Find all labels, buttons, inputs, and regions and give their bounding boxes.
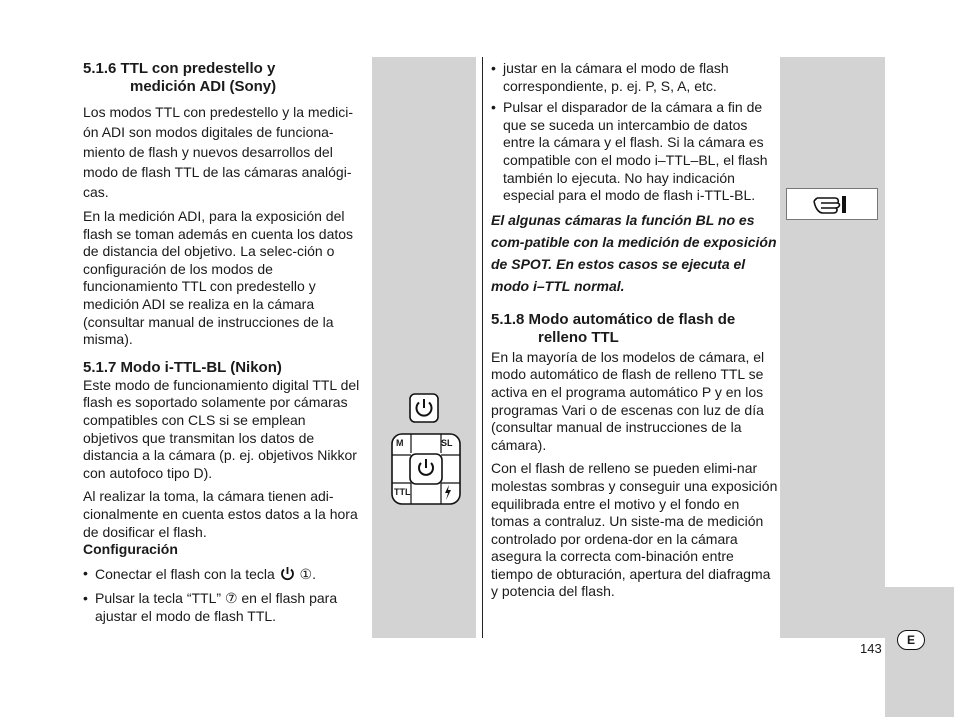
mode-ttl-label: TTL	[394, 487, 411, 497]
paragraph: En la medición ADI, para la exposición del flash se toman además en cuenta los datos de distancia del objetivo. La selec-ción o configuración de los modos de funcionamiento TTL con predestello y medición ADI se realiza en la cámara (consultar manual de instrucciones de la misma).	[83, 208, 354, 348]
paragraph: Al realizar la toma, la cámara tienen adi-cionalmente en cuenta estos datos a la hora de dosificar el flash.	[83, 488, 358, 540]
control-pad	[391, 433, 461, 505]
margin-band-middle	[372, 57, 476, 638]
power-icon	[279, 565, 296, 587]
language-badge: E	[897, 630, 925, 650]
power-button-icon	[409, 393, 439, 428]
paragraph: Este modo de funcionamiento digital TTL del flash es soportado solamente por cámaras compatibles con CLS si se emplean objetivos que transmitan los datos de distancia a la cámara (p. ej. objetivos Nikkor con autofoco tipo D).	[83, 376, 360, 481]
section-5-1-7-heading: 5.1.7 Modo i-TTL-BL (Nikon)	[83, 358, 282, 376]
paragraph: Los modos TTL con predestello y la medici-ón ADI son modos digitales de funciona-miento de flash y nuevos desarrollos del modo de flash TTL de las cámaras analógi-cas.	[83, 104, 354, 200]
heading-line-1: Modo automático de flash de	[528, 310, 736, 328]
section-5-1-8-heading	[491, 311, 779, 347]
list-item: • Conectar el flash con la tecla ①.	[83, 565, 363, 587]
left-column	[83, 60, 363, 629]
margin-band-corner	[885, 587, 954, 717]
list-item: • Pulsar la tecla “TTL” ⑦ en el flash para ajustar el modo de flash TTL.	[83, 590, 338, 624]
paragraph: En la mayoría de los modelos de cámara, el modo automático de flash de relleno TTL se activa en el programa automático P y en los programas Vari o de escenas con luz de día (consultar manual de instrucciones de la cámara).	[491, 348, 765, 453]
heading-line-2: relleno TTL	[538, 328, 619, 346]
section-number: 5.1.6	[83, 60, 117, 77]
note-hand-icon	[786, 188, 878, 220]
margin-band-right	[780, 57, 885, 638]
heading-line-1: TTL con predestello y	[120, 60, 276, 77]
mode-m-label: M	[396, 438, 404, 448]
heading-line-2: medición ADI (Sony)	[130, 78, 277, 95]
configuration-heading: Configuración	[83, 541, 178, 558]
right-column	[491, 60, 779, 607]
section-number: 5.1.8	[491, 310, 525, 328]
mode-sl-label: SL	[441, 438, 453, 448]
page-number: 143	[860, 641, 882, 656]
paragraph: Con el flash de relleno se pueden elimi-nar molestas sombras y conseguir una exposición equilibrada entre el motivo y el fondo en tomas a contraluz. Un siste-ma de medición controlado por ordena-dor en la cámara asegura la correcta com-binación entre tiempo de obturación, apertura del diafragma y potencia del flash.	[491, 460, 778, 600]
note-text: El algunas cámaras la función BL no es com-patible con la medición de exposición de SPOT. En estos casos se ejecuta el modo i–TTL normal.	[491, 211, 777, 294]
section-5-1-6-heading	[83, 60, 363, 96]
column-rule	[482, 57, 483, 638]
list-item: • Pulsar el disparador de la cámara a fin de que se suceda un intercambio de datos entre la cámara y el flash. Si la cámara es compatible con el modo i–TTL–BL, el flash también lo ejecuta. No hay indicación especial para el modo de flash i-TTL-BL.	[491, 99, 768, 204]
list-item: • justar en la cámara el modo de flash correspondiente, p. ej. P, S, A, etc.	[491, 60, 729, 94]
